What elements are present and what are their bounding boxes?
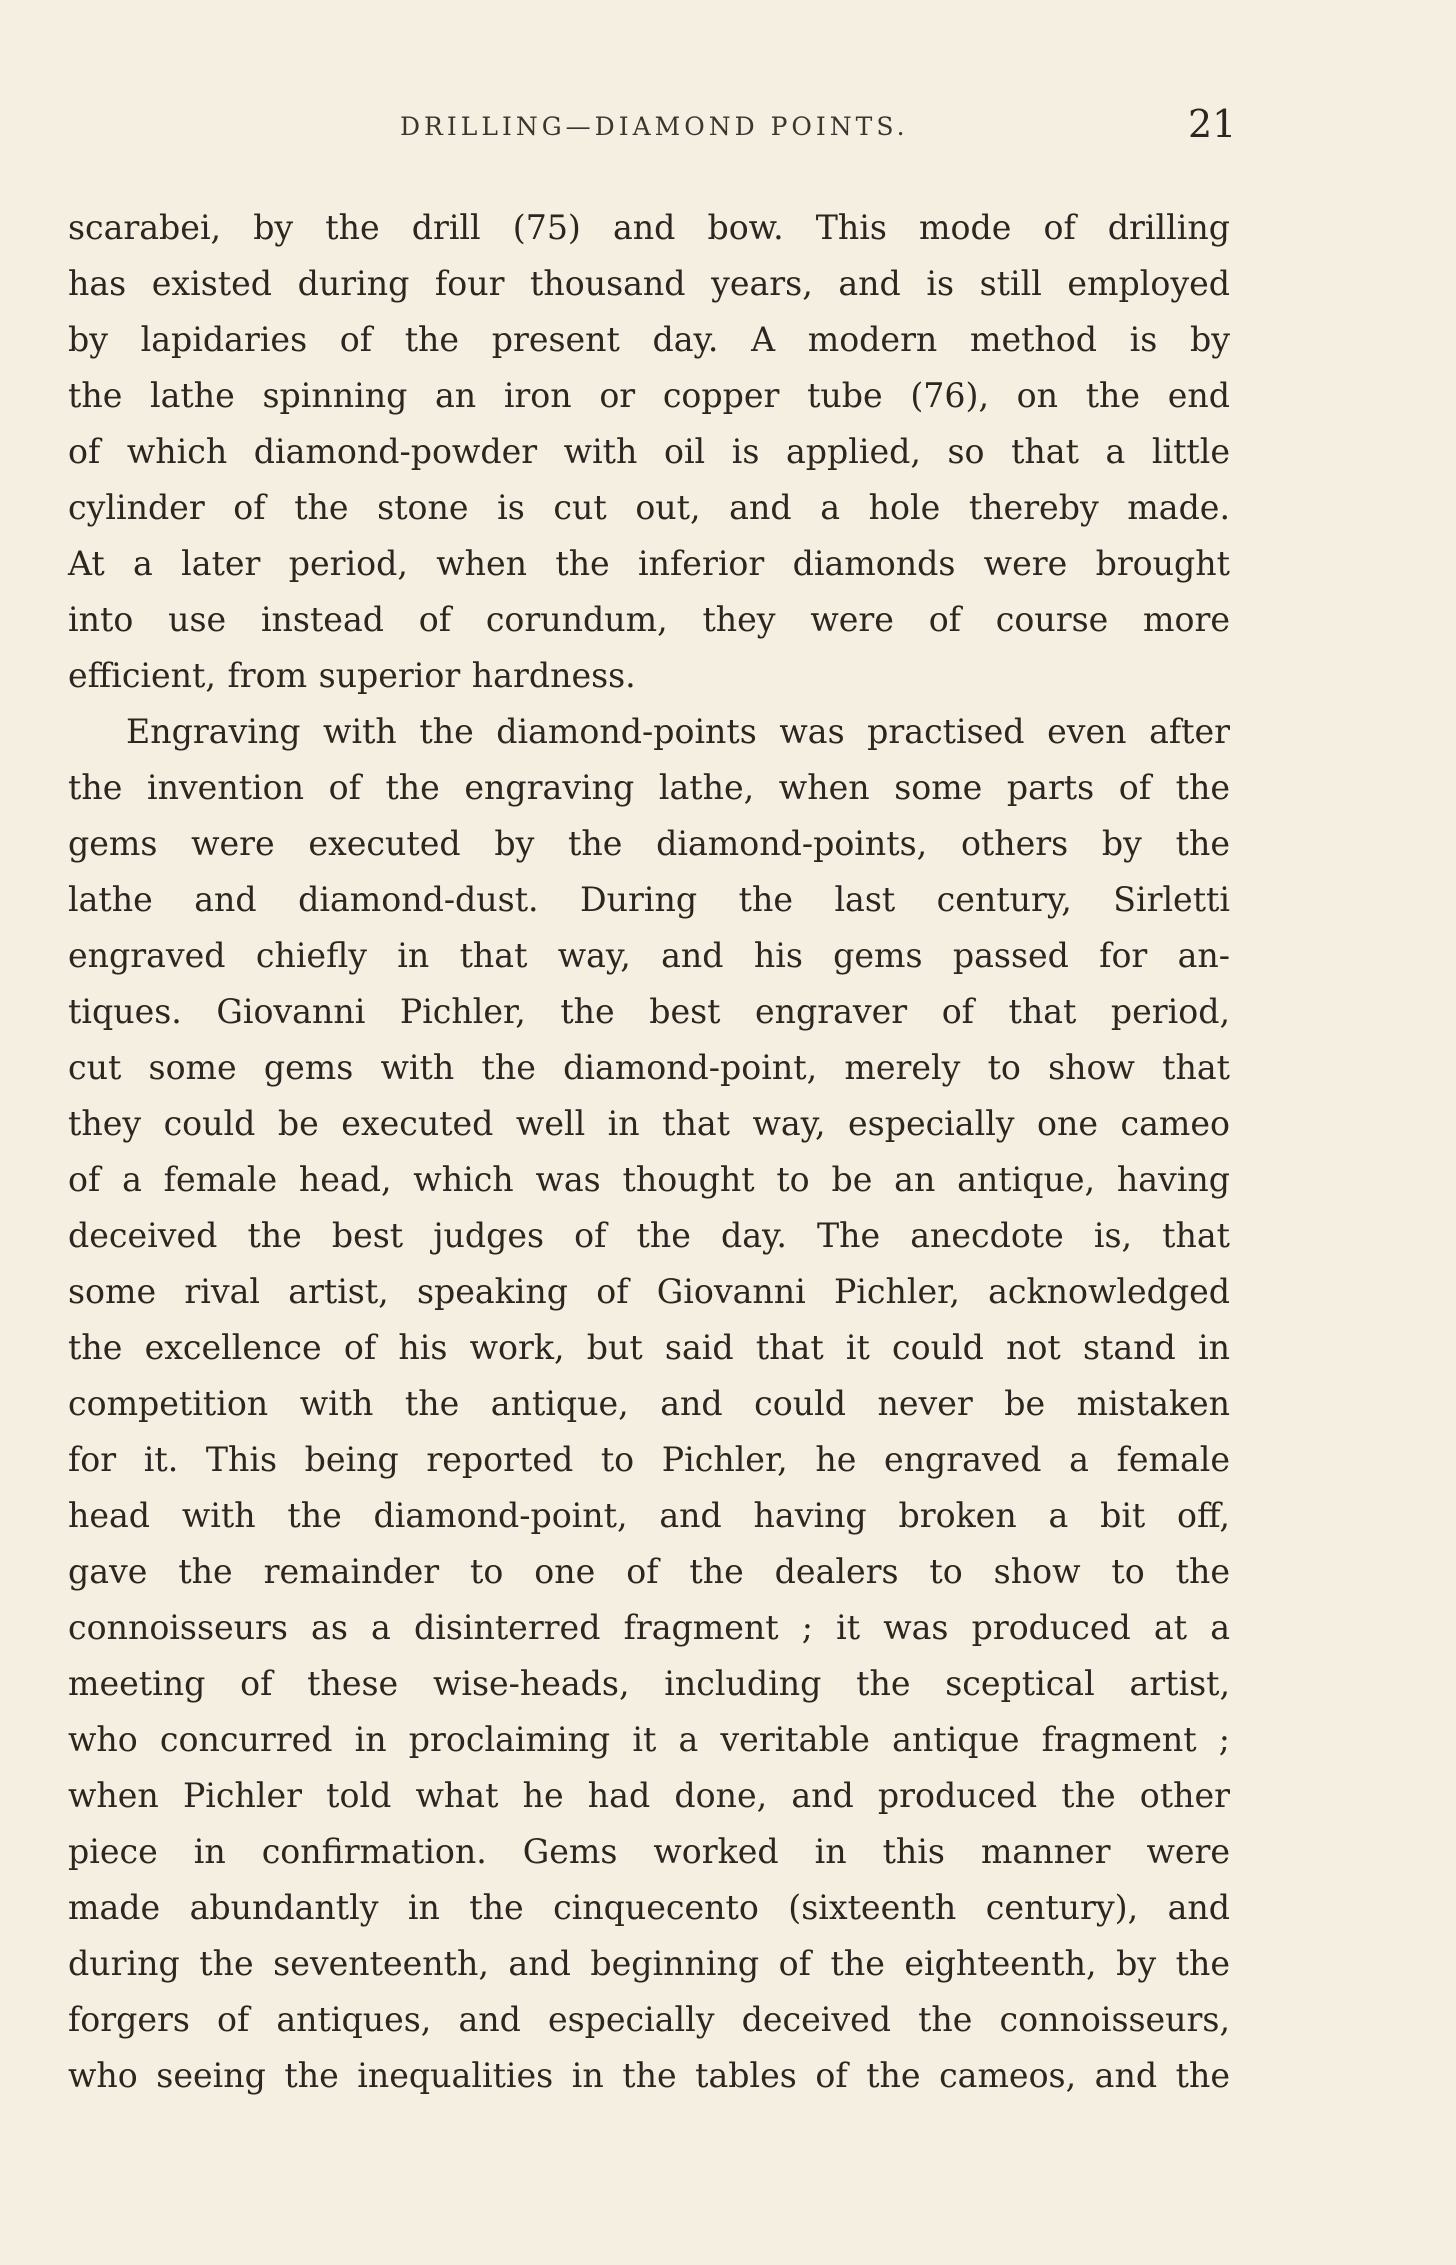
text-line: piece in confirmation. Gems worked in this manner were <box>68 1832 1230 1871</box>
text-line: deceived the best judges of the day. The anecdote is, that <box>68 1216 1230 1255</box>
paragraph-1 <box>68 200 1230 704</box>
text-line: for it. This being reported to Pichler, he engraved a female <box>68 1440 1230 1479</box>
text-line: cylinder of the stone is cut out, and a hole thereby made. <box>68 488 1230 527</box>
text-line: who seeing the inequalities in the tables of the cameos, and the <box>68 2056 1230 2095</box>
text-line: made abundantly in the cinquecento (sixteenth century), and <box>68 1888 1230 1927</box>
text-line: competition with the antique, and could never be mistaken <box>68 1384 1230 1423</box>
text-line: head with the diamond-point, and having broken a bit off, <box>68 1496 1230 1535</box>
body-text <box>68 200 1230 2104</box>
text-line: by lapidaries of the present day. A modern method is by <box>68 320 1230 359</box>
text-line: into use instead of corundum, they were of course more <box>68 600 1230 639</box>
text-line: has existed during four thousand years, and is still employed <box>68 264 1230 303</box>
text-line: gave the remainder to one of the dealers to show to the <box>68 1552 1230 1591</box>
paragraph-2 <box>68 704 1230 2104</box>
text-line: connoisseurs as a disinterred fragment ; it was produced at a <box>68 1608 1230 1647</box>
text-line: engraved chiefly in that way, and his gems passed for an- <box>68 936 1230 975</box>
page-number: 21 <box>1188 102 1237 146</box>
text-line: who concurred in proclaiming it a veritable antique fragment ; <box>68 1720 1230 1759</box>
running-head <box>0 102 1456 152</box>
text-line: At a later period, when the inferior diamonds were brought <box>68 544 1230 583</box>
text-line: they could be executed well in that way, especially one cameo <box>68 1104 1230 1143</box>
text-line: efficient, from superior hardness. <box>68 656 636 695</box>
text-line: forgers of antiques, and especially deceived the connoisseurs, <box>68 2000 1230 2039</box>
text-line: the invention of the engraving lathe, when some parts of the <box>68 768 1230 807</box>
running-title: DRILLING—DIAMOND POINTS. <box>400 112 909 141</box>
text-line: tiques. Giovanni Pichler, the best engraver of that period, <box>68 992 1230 1031</box>
text-line: some rival artist, speaking of Giovanni Pichler, acknowledged <box>68 1272 1230 1311</box>
text-line: when Pichler told what he had done, and produced the other <box>68 1776 1230 1815</box>
text-line: the lathe spinning an iron or copper tube (76), on the end <box>68 376 1230 415</box>
text-line: the excellence of his work, but said that it could not stand in <box>68 1328 1230 1367</box>
text-line: scarabei, by the drill (75) and bow. This mode of drilling <box>68 208 1230 247</box>
text-line: of a female head, which was thought to be an antique, having <box>68 1160 1230 1199</box>
text-line: lathe and diamond-dust. During the last century, Sirletti <box>68 880 1230 919</box>
text-line: of which diamond-powder with oil is applied, so that a little <box>68 432 1230 471</box>
text-line: gems were executed by the diamond-points, others by the <box>68 824 1230 863</box>
text-line: during the seventeenth, and beginning of the eighteenth, by the <box>68 1944 1230 1983</box>
text-line: meeting of these wise-heads, including the sceptical artist, <box>68 1664 1230 1703</box>
text-line: cut some gems with the diamond-point, merely to show that <box>68 1048 1230 1087</box>
text-line: Engraving with the diamond-points was practised even after <box>126 712 1230 751</box>
